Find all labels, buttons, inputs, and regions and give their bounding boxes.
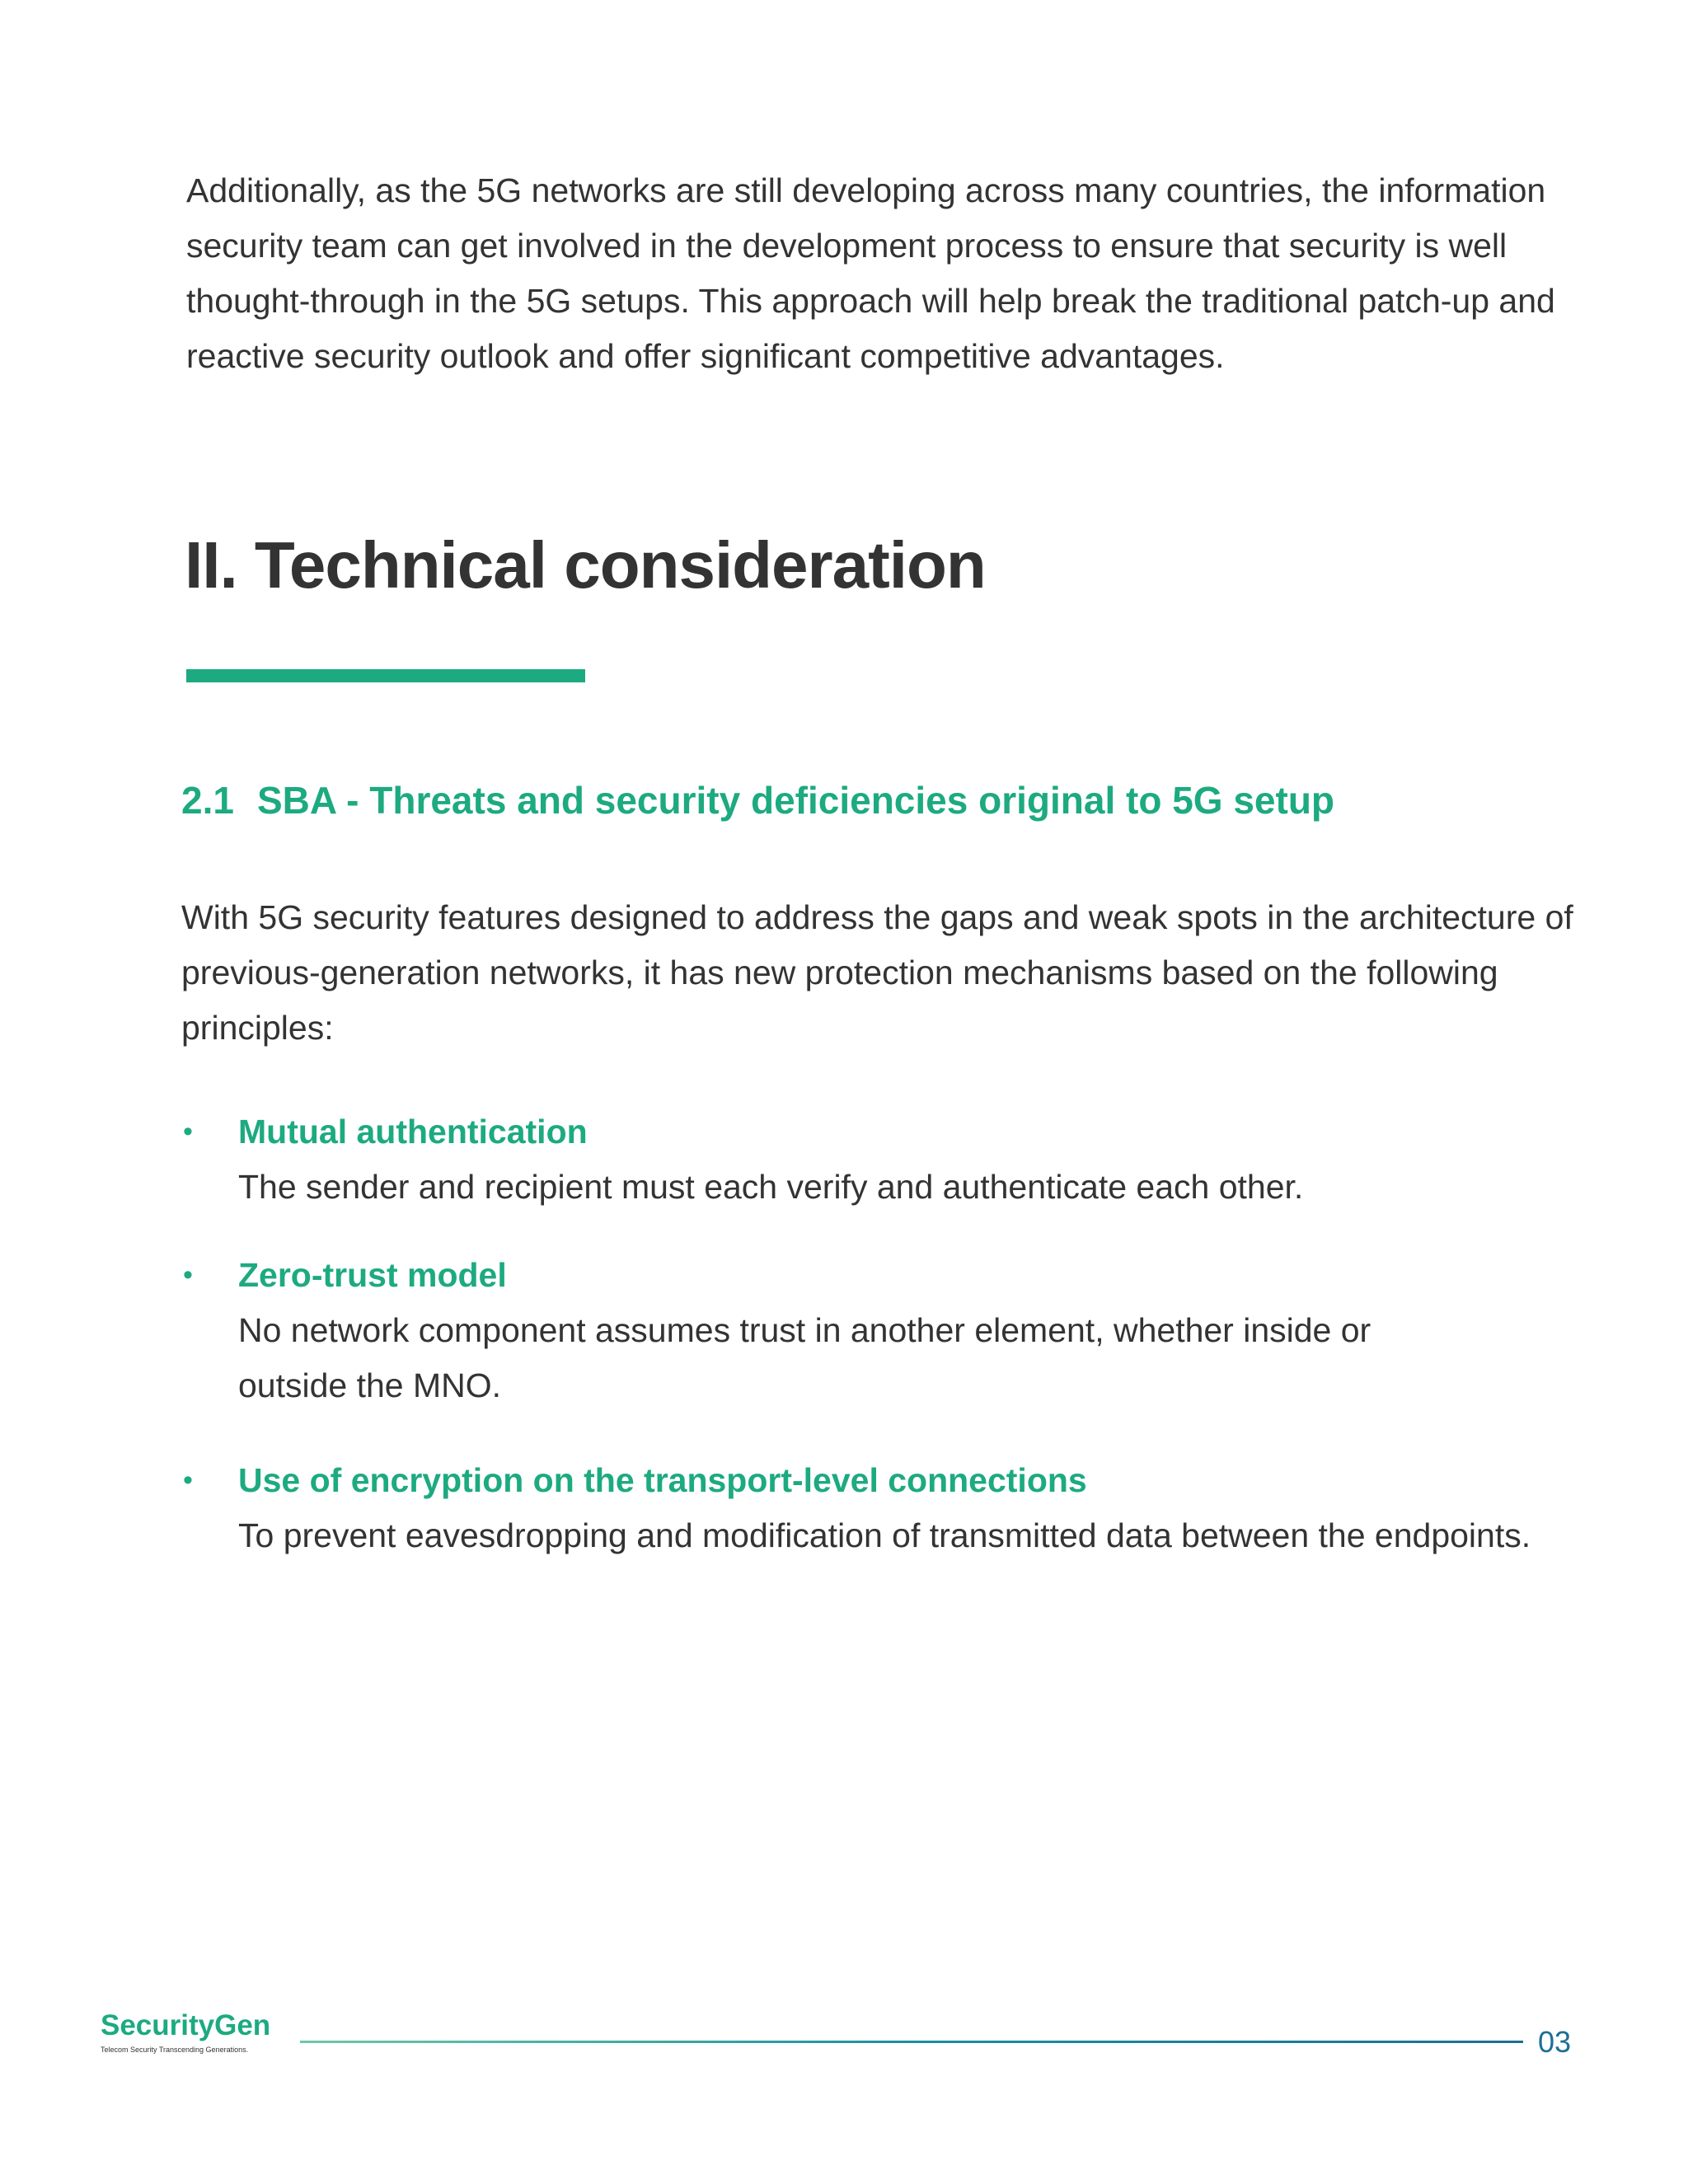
bullet-text: No network component assumes trust in another element, whether inside or outside the MNO. (238, 1311, 1372, 1404)
logo-wordmark: SecurityGen (101, 2009, 271, 2041)
subsection-title-text: SBA - Threats and security deficiencies original to 5G setup (256, 779, 1335, 822)
bullet-heading: Mutual authentication (238, 1113, 588, 1151)
logo-tagline: Telecom Security Transcending Generations. (101, 2046, 249, 2054)
page-number: 03 (1538, 2025, 1572, 2059)
section-title: II. Technical consideration (185, 528, 986, 602)
bullet-heading: Zero-trust model (238, 1256, 507, 1294)
subsection-paragraph: With 5G security features designed to address the gaps and weak spots in the architecture of previous-generation networks, it has new protection mechanisms based on the following principles: (181, 898, 1573, 1047)
bullet-icon: • (183, 1116, 193, 1147)
list-item (181, 1104, 1615, 1215)
intro-paragraph: Additionally, as the 5G networks are still developing across many countries, the information security team can get involved in the development process to ensure that security is well thought-through in the 5G setups. This approach will help break the traditional patch-up and reactive security outlook and offer significant competitive advantages. (186, 171, 1555, 375)
bullet-icon: • (183, 1259, 193, 1291)
bullet-heading: Use of encryption on the transport-level connections (238, 1461, 1087, 1499)
list-item (181, 1453, 1615, 1563)
bullet-text: To prevent eavesdropping and modification of transmitted data between the endpoints. (238, 1516, 1531, 1554)
list-item (181, 1248, 1615, 1413)
bullet-icon: • (183, 1465, 193, 1496)
subsection-number: 2.1 (181, 779, 234, 822)
bullet-text: The sender and recipient must each verify and authenticate each other. (238, 1168, 1304, 1206)
principles-list (181, 1104, 1615, 1563)
section-title-underline (186, 669, 585, 682)
footer-divider (300, 2041, 1523, 2043)
subsection-title (181, 778, 1334, 823)
securitygen-logo (101, 2009, 298, 2054)
